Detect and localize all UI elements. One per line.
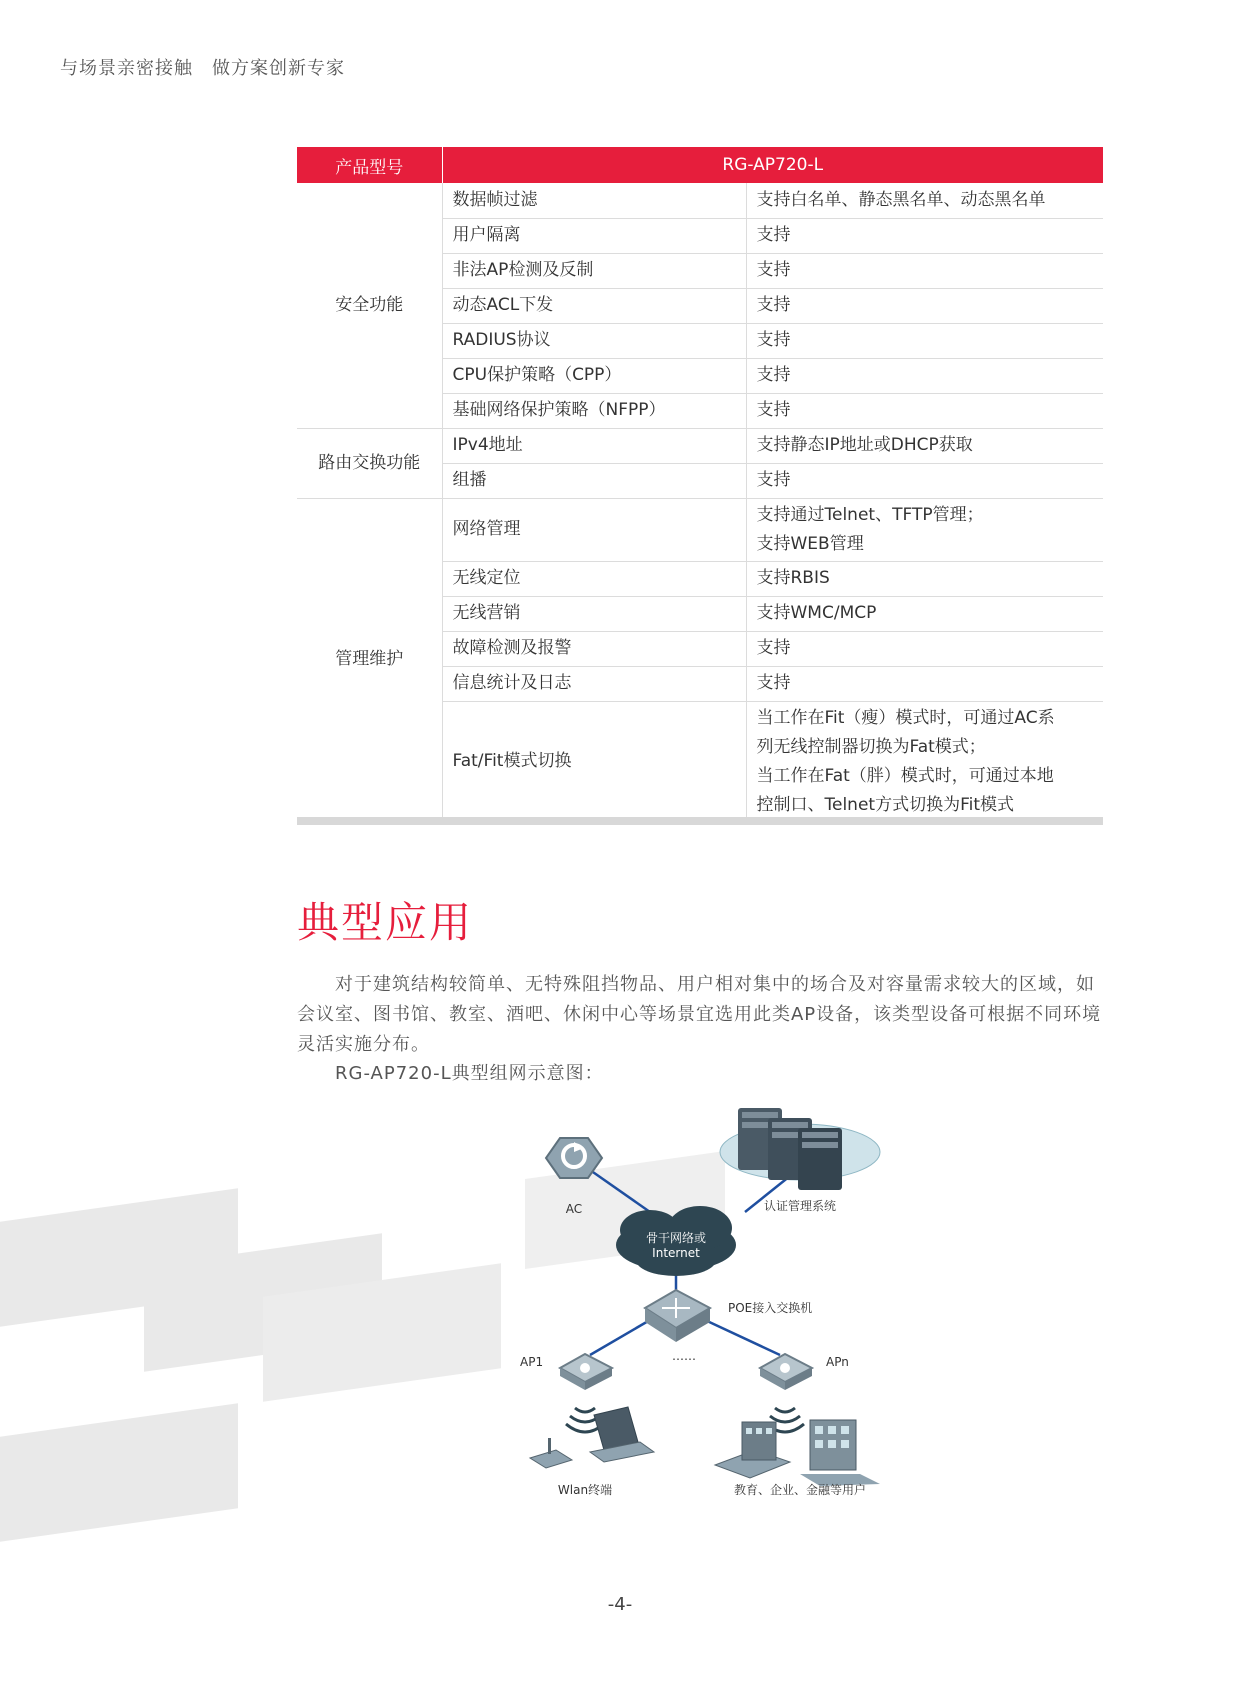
feature-cell: RADIUS协议: [442, 323, 746, 358]
value-cell: 支持静态IP地址或DHCP获取: [746, 428, 1103, 463]
feature-cell: 故障检测及报警: [442, 631, 746, 666]
value-line: 列无线控制器切换为Fat模式；: [756, 736, 986, 757]
page-number: -4-: [607, 1594, 633, 1615]
value-cell: [746, 498, 1103, 561]
diagram-caption: RG-AP720-L典型组网示意图：: [335, 1063, 604, 1084]
poe-switch-icon: [645, 1290, 710, 1342]
feature-cell: 数据帧过滤: [442, 183, 746, 218]
value-cell: [746, 701, 1103, 822]
label-ap1: AP1: [520, 1355, 544, 1369]
label-dots: ……: [672, 1349, 696, 1363]
feature-cell: 非法AP检测及反制: [442, 253, 746, 288]
label-cloud-1: 骨干网络或: [645, 1231, 707, 1245]
value-cell: 支持: [746, 358, 1103, 393]
value-line: 支持WEB管理: [756, 533, 864, 554]
value-line: 支持通过Telnet、TFTP管理；: [756, 504, 984, 525]
value-line: 当工作在Fit（瘦）模式时，可通过AC系: [756, 707, 1055, 728]
table-row: [297, 183, 1103, 218]
label-users: 教育、企业、金融等用户: [733, 1483, 867, 1497]
feature-cell: 无线定位: [442, 561, 746, 596]
section-paragraph: 对于建筑结构较简单、无特殊阻挡物品、用户相对集中的场合及对容量需求较大的区域，如会议室、图书馆、教室、酒吧、休闲中心等场景宜选用此类AP设备，该类型设备可根据不同环境灵活实施分布。: [297, 974, 1102, 1055]
diagram-svg: [0, 1090, 1240, 1520]
table-row: [297, 428, 1103, 463]
header-slogan: 与场景亲密接触 做方案创新专家: [60, 58, 345, 79]
value-line: 控制口、Telnet方式切换为Fit模式: [756, 794, 1015, 815]
category-cell: 路由交换功能: [297, 428, 442, 498]
value-cell: 支持白名单、静态黑名单、动态黑名单: [746, 183, 1103, 218]
spec-table: [297, 147, 1103, 822]
value-cell: 支持: [746, 393, 1103, 428]
label-switch: POE接入交换机: [728, 1301, 813, 1315]
feature-cell: 组播: [442, 463, 746, 498]
ap1-icon: [560, 1354, 612, 1390]
table-row: [297, 498, 1103, 561]
feature-cell: 动态ACL下发: [442, 288, 746, 323]
feature-cell: CPU保护策略（CPP）: [442, 358, 746, 393]
link-ac-cloud: [590, 1170, 650, 1212]
link-switch-ap1: [590, 1320, 650, 1355]
value-cell: 支持: [746, 631, 1103, 666]
category-cell: 安全功能: [297, 183, 442, 428]
server-icon: [738, 1108, 842, 1190]
apn-icon: [760, 1354, 812, 1390]
feature-cell: 网络管理: [442, 498, 746, 561]
network-diagram: [0, 1090, 1240, 1520]
category-cell: 管理维护: [297, 498, 442, 822]
feature-cell: 信息统计及日志: [442, 666, 746, 701]
laptop-icon: [590, 1407, 654, 1462]
value-cell: 支持: [746, 253, 1103, 288]
feature-cell: 用户隔离: [442, 218, 746, 253]
label-apn: APn: [826, 1355, 849, 1369]
header-model: RG-AP720-L: [442, 147, 1103, 183]
feature-cell: Fat/Fit模式切换: [442, 701, 746, 822]
value-cell: 支持: [746, 666, 1103, 701]
label-ac: AC: [565, 1202, 583, 1216]
label-auth: 认证管理系统: [763, 1199, 837, 1213]
value-cell: 支持: [746, 288, 1103, 323]
table-footer-bar: [297, 817, 1103, 825]
label-cloud-2: Internet: [652, 1246, 700, 1260]
value-cell: 支持RBIS: [746, 561, 1103, 596]
feature-cell: 无线营销: [442, 596, 746, 631]
value-cell: 支持: [746, 463, 1103, 498]
phone-icon: [530, 1438, 572, 1468]
link-switch-apn: [705, 1320, 780, 1355]
table-header-row: [297, 147, 1103, 183]
value-cell: 支持: [746, 218, 1103, 253]
value-cell: 支持WMC/MCP: [746, 596, 1103, 631]
header-label: 产品型号: [297, 147, 442, 183]
feature-cell: IPv4地址: [442, 428, 746, 463]
value-line: 当工作在Fat（胖）模式时，可通过本地: [756, 765, 1054, 786]
label-terminals: Wlan终端: [557, 1483, 613, 1497]
value-cell: 支持: [746, 323, 1103, 358]
section-title: 典型应用: [297, 898, 474, 947]
feature-cell: 基础网络保护策略（NFPP）: [442, 393, 746, 428]
